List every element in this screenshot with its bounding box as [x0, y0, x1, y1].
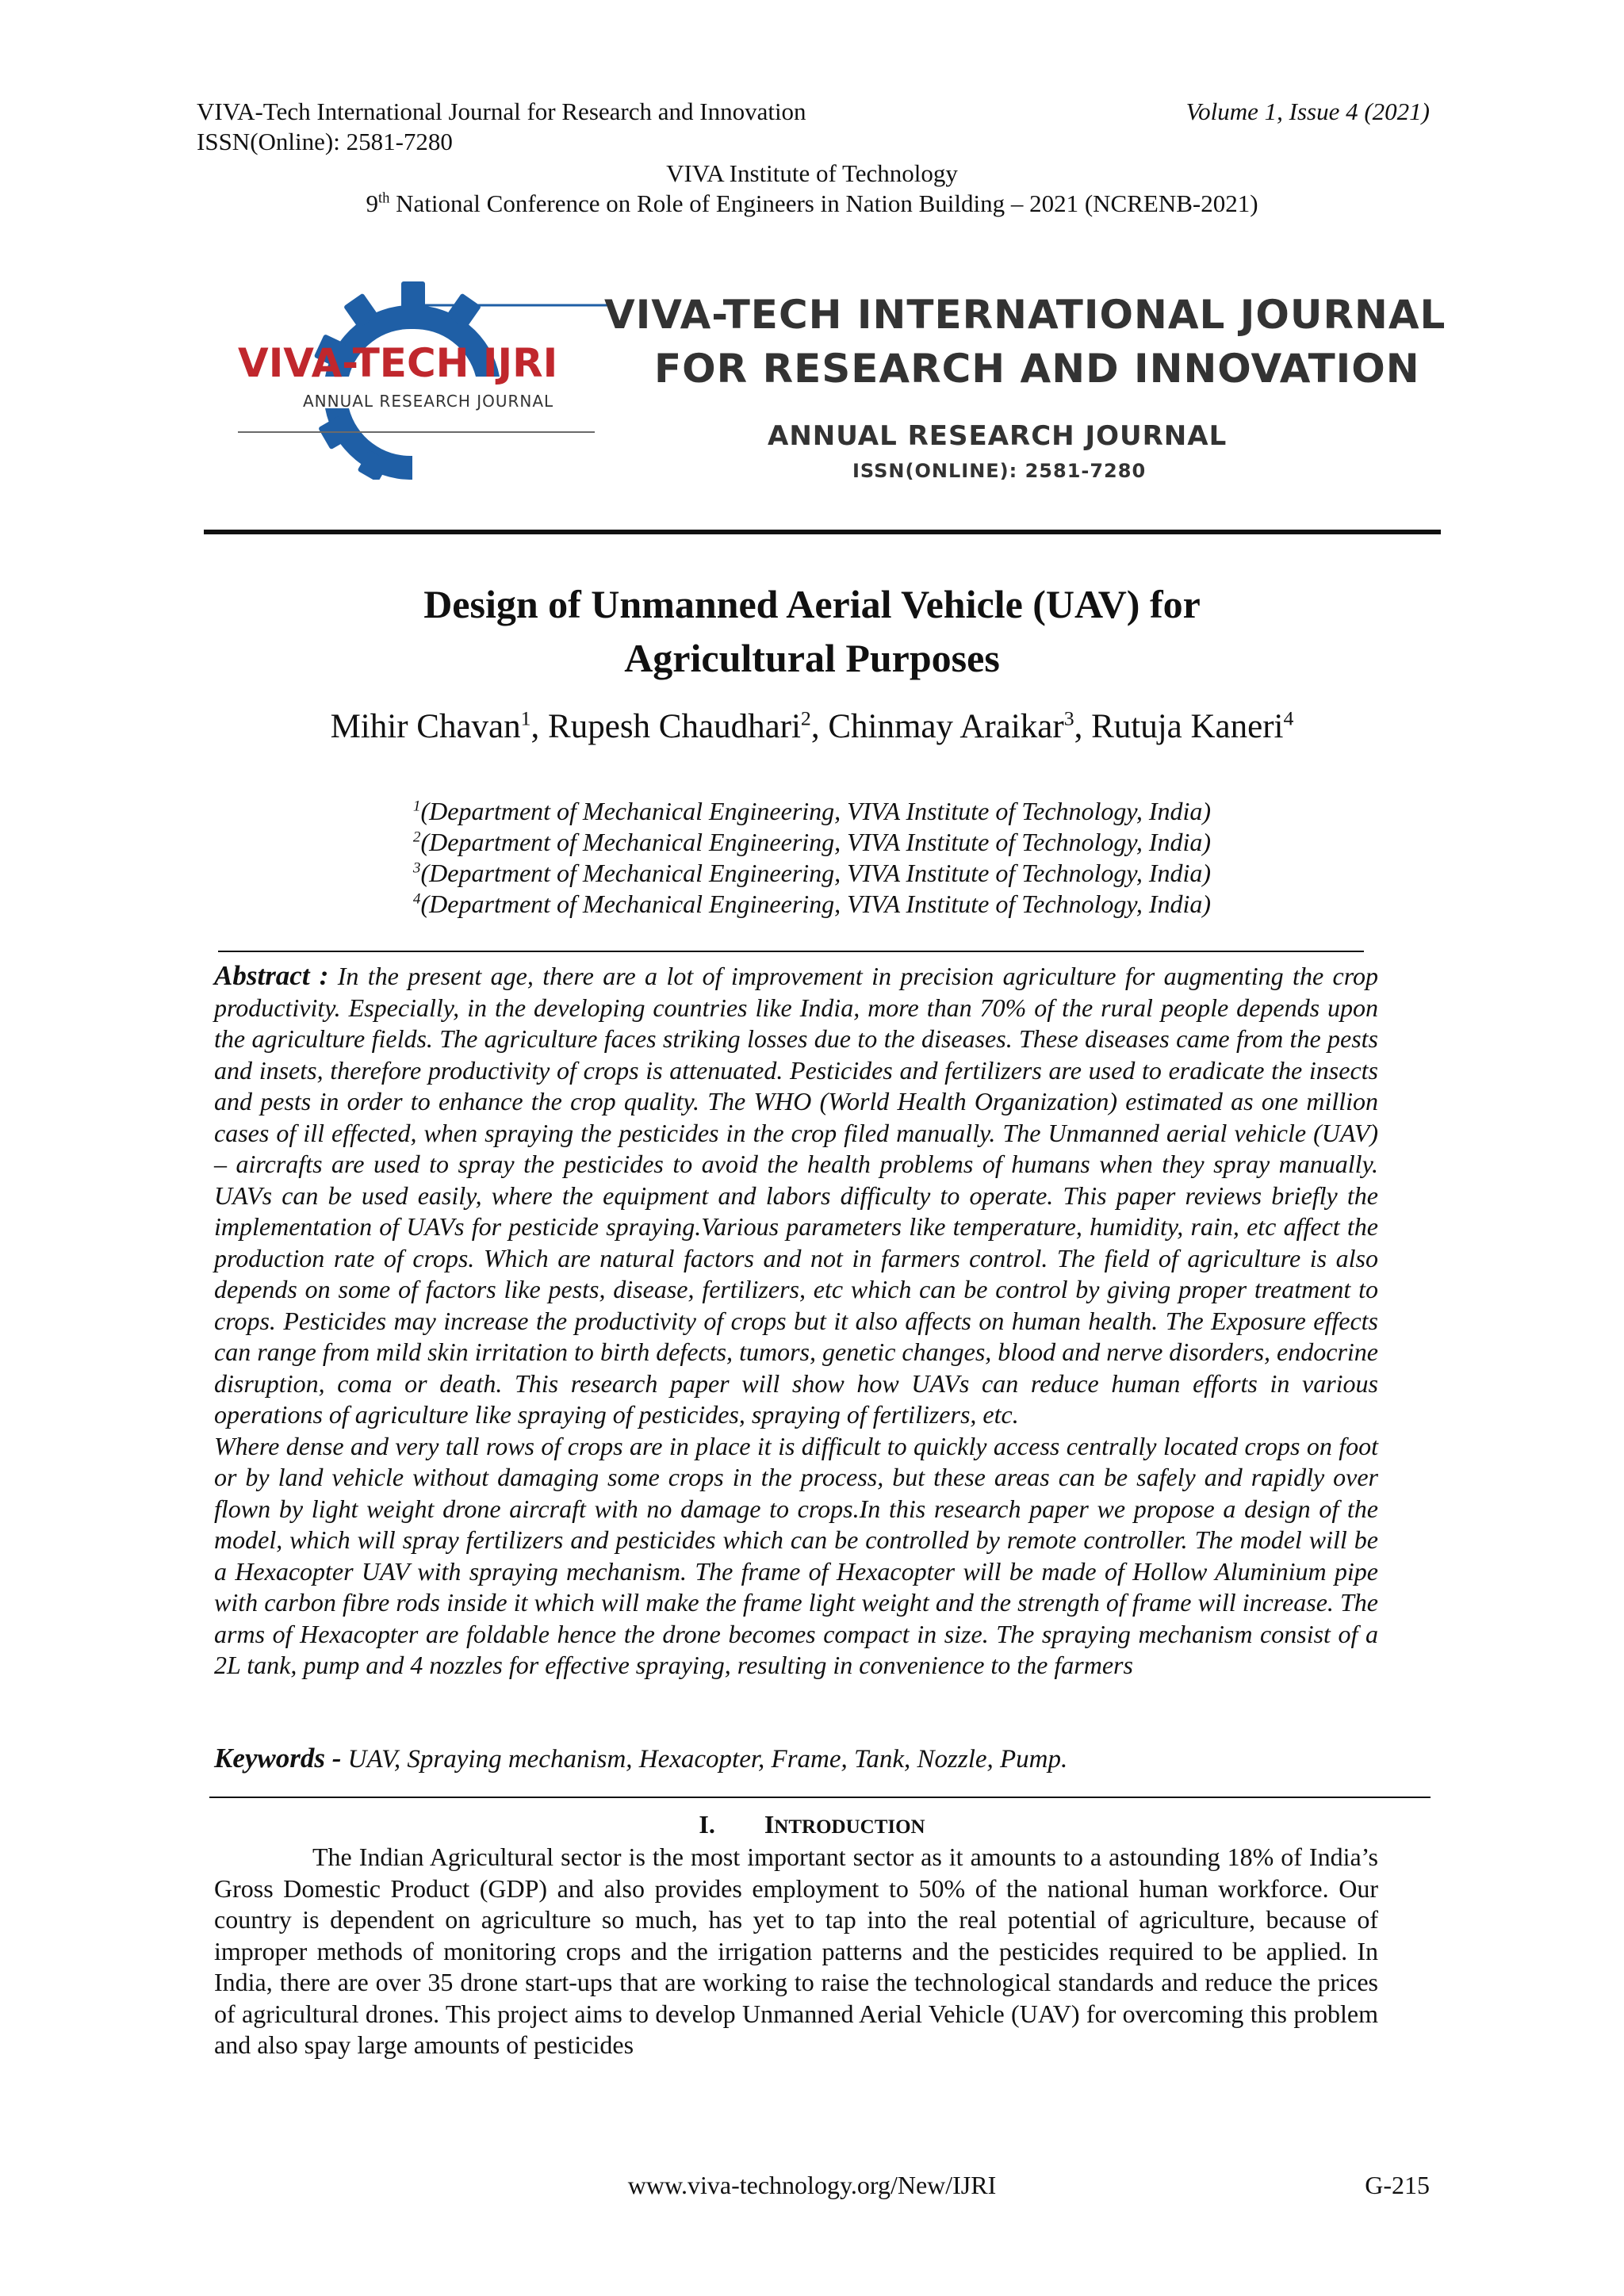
footer-url: www.viva-technology.org/New/IJRI [627, 2171, 997, 2199]
keywords [214, 1743, 1378, 1775]
section-heading [206, 1810, 1418, 1839]
conference-ordinal: 9 [366, 189, 378, 217]
journal-logo [214, 274, 611, 480]
banner-title-1: VIVA-TECH INTERNATIONAL JOURNAL [604, 292, 1446, 338]
abstract-text-2: Where dense and very tall rows of crops are in place it is difficult to quickly access centrally located crops on foot or by land vehicle without damaging some crops in the process, but these areas can be safely and rapidly over flown by light weight drone aircraft with no damage to crops.In this research paper we propose a design of the model, which will spray fertilizers and pesticides which can be controlled by remote controller. The model will be a Hexacopter UAV with spraying mechanism. The frame of Hexacopter will be made of Hollow Aluminium pipe with carbon fibre rods inside it which will make the frame light weight and the strength of frame will increase. The arms of Hexacopter are foldable hence the drone becomes compact in size. The spraying mechanism consist of a 2L tank, pump and 4 nozzles for effective spraying, resulting in convenience to the farmers [214, 1431, 1378, 1679]
abstract-bottom-rule [209, 1797, 1431, 1798]
author-4-sup: 4 [1283, 706, 1294, 730]
paper-title-line-2: Agricultural Purposes [624, 636, 1000, 680]
paper-title-line-1: Design of Unmanned Aerial Vehicle (UAV) for [423, 582, 1201, 626]
section-title-rest: NTRODUCTION [774, 1816, 925, 1838]
gear-icon [214, 274, 611, 480]
banner-subtitle: ANNUAL RESEARCH JOURNAL [768, 420, 1228, 452]
conference-rest: National Conference on Role of Engineers in Nation Building – 2021 (NCRENB-2021) [389, 189, 1258, 217]
abstract-label: Abstract : [214, 960, 329, 991]
logo-sub: ANNUAL RESEARCH JOURNAL [303, 392, 554, 411]
affiliation-3: $^3$(Department of Mechanical Engineering, VIVA Institute of Technology, India) [412, 859, 1212, 887]
header-rule [204, 530, 1441, 534]
section-title-first: I [764, 1810, 775, 1839]
abstract-top-rule [218, 951, 1364, 952]
banner-issn: ISSN(ONLINE): 2581-7280 [852, 460, 1147, 482]
conference-sup: th [377, 189, 390, 207]
institute: VIVA Institute of Technology [666, 159, 958, 187]
keywords-label: Keywords - [214, 1743, 342, 1774]
journal-name: VIVA-Tech International Journal for Research and Innovation [197, 98, 806, 125]
author-1-sup: 1 [520, 706, 531, 730]
logo-text: VIVA-TECH IJRI [238, 340, 558, 386]
section-number: I. [699, 1810, 715, 1839]
author-3-sup: 3 [1063, 706, 1074, 730]
banner-title-2: FOR RESEARCH AND INNOVATION [654, 346, 1420, 392]
volume-issue: Volume 1, Issue 4 (2021) [1185, 98, 1430, 125]
affiliation-4: $^4$(Department of Mechanical Engineering, VIVA Institute of Technology, India) [412, 890, 1212, 918]
authors: Mihir Chavan$^1$, Rupesh Chaudhari$^2$, Chinmay Araikar$^3$, Rutuja Kaneri$^4$ [330, 706, 1294, 745]
affiliation-2: $^2$(Department of Mechanical Engineering, VIVA Institute of Technology, India) [412, 828, 1212, 856]
introduction-text: The Indian Agricultural sector is the most important sector as it amounts to a astounding 18% of India’s Gross Domestic Product (GDP) and also provides employment to 50% of the national human workforce. Our country is dependent on agriculture so much, has yet to tap into the real potential of agriculture, because of improper methods of monitoring crops and the irrigation patterns and the pesticides required to be applied. In India, there are over 35 drone start-ups that are working to raise the technological standards and reduce the prices of agricultural drones. This project aims to develop Unmanned Aerial Vehicle (UAV) for overcoming this problem and also spay large amounts of pesticides [214, 1843, 1378, 2059]
paper-title [206, 577, 1418, 685]
keywords-text: UAV, Spraying mechanism, Hexacopter, Frame, Tank, Nozzle, Pump. [347, 1745, 1068, 1774]
abstract [214, 960, 1378, 1682]
abstract-text: In the present age, there are a lot of improvement in precision agriculture for augmenting the crop productivity. Especially, in the developing countries like India, more than 70% of the rural people depends upon the agriculture fields. The agriculture faces striking losses due to the diseases. These diseases came from the pests and insets, therefore productivity of crops is attenuated. Pesticides and fertilizers are used to eradicate the insects and pests in order to enhance the crop quality. The WHO (World Health Organization) estimated as one million cases of ill effected, when spraying the pesticides in the crop filed manually. The Unmanned aerial vehicle (UAV) – aircrafts are used to spray the pesticides to avoid the health problems of humans when they spray manually. UAVs can be used easily, where the equipment and labors difficulty to operate. This paper reviews briefly the implementation of UAVs for pesticide spraying.Various parameters like temperature, humidity, rain, etc affect the production rate of crops. Which are natural factors and not in farmers control. The field of agriculture is also depends on some of factors like pests, disease, fertilizers, etc which can be control by giving proper treatment to crops. Pesticides may increase the productivity of crops but it also affects on human health. The Exposure effects can range from mild skin irritation to birth defects, tumors, genetic changes, blood and nerve disorders, endocrine disruption, coma or death. This research paper will show how UAVs can reduce human efforts in various operations of agriculture like spraying of pesticides, spraying of fertilizers, etc. [214, 962, 1379, 1429]
author-1: Mihir Chavan [330, 708, 521, 745]
author-2-sup: 2 [800, 706, 811, 730]
page-number: G-215 [1365, 2171, 1430, 2199]
author-4: Rutuja Kaneri [1091, 708, 1284, 745]
issn: ISSN(Online): 2581-7280 [197, 128, 453, 155]
conference [0, 189, 1624, 219]
author-3: Chinmay Araikar [828, 708, 1064, 745]
affiliation-1: $^1$(Department of Mechanical Engineering, VIVA Institute of Technology, India) [412, 797, 1212, 825]
affiliations [206, 796, 1418, 920]
author-2: Rupesh Chaudhari [548, 708, 801, 745]
